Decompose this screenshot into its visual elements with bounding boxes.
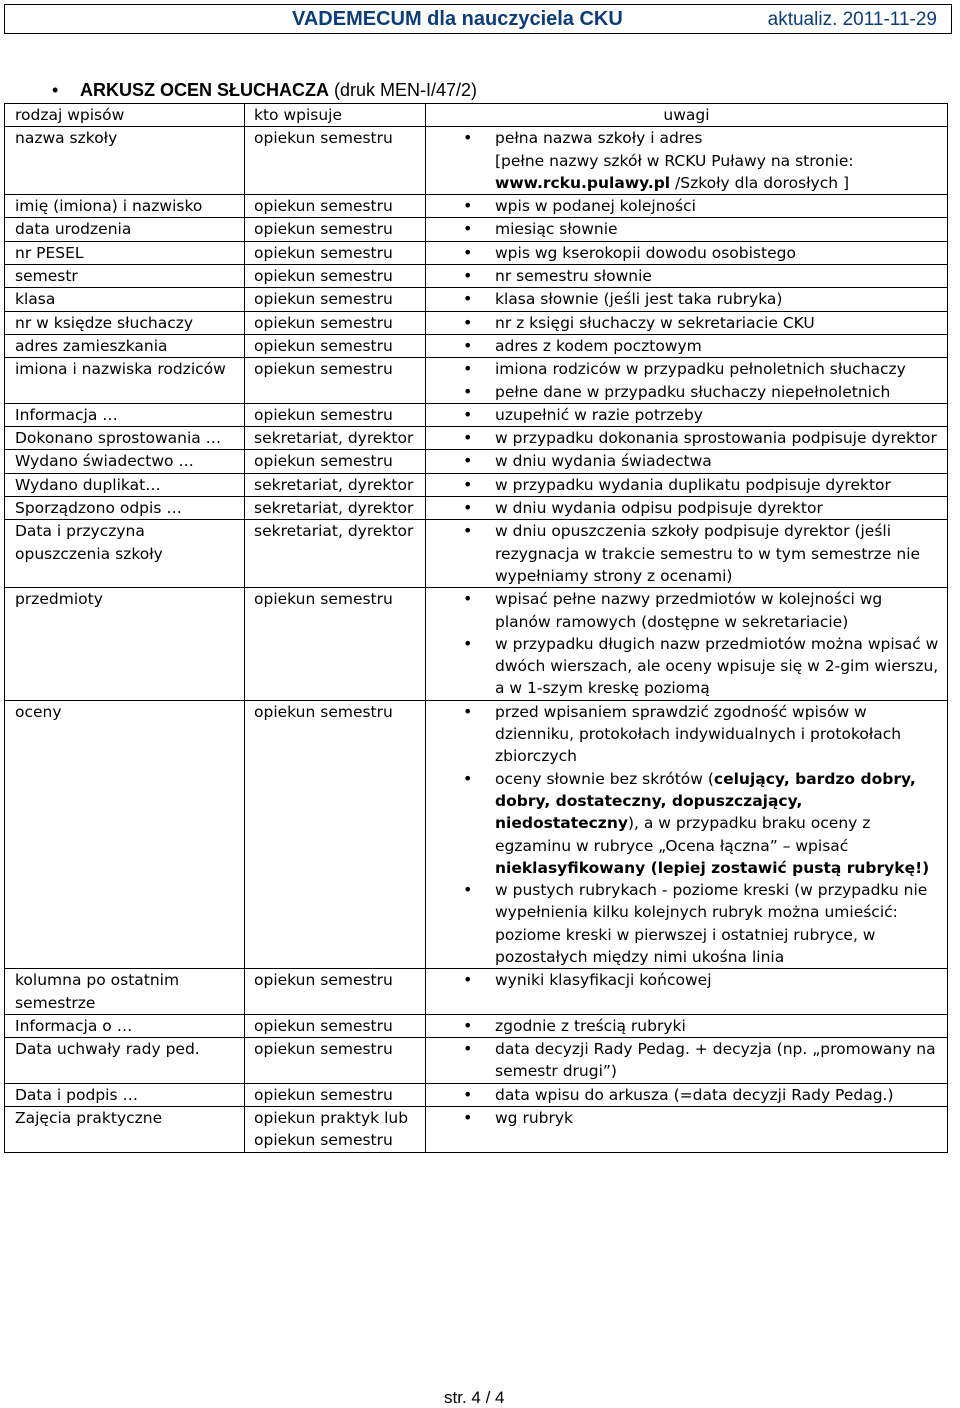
entry-notes xyxy=(426,288,948,311)
entry-notes xyxy=(426,700,948,969)
note-item xyxy=(426,1038,947,1083)
entry-who: opiekun semestru xyxy=(245,288,426,311)
notes-list xyxy=(426,701,947,969)
note-text: adres z kodem pocztowym xyxy=(495,336,702,355)
entry-who: opiekun semestru xyxy=(245,969,426,1015)
entry-field: Data i przyczyna opuszczenia szkoły xyxy=(5,520,245,588)
entry-field: nr PESEL xyxy=(5,241,245,264)
entry-field: Dokonano sprostowania … xyxy=(5,427,245,450)
note-text: wpisać pełne nazwy przedmiotów w kolejności wg planów ramowych (dostępne w sekretariacie) xyxy=(495,590,883,631)
column-header: kto wpisuje xyxy=(245,104,426,127)
note-text: imiona rodziców w przypadku pełnoletnich słuchaczy xyxy=(495,360,906,379)
notes-list xyxy=(426,288,947,310)
entry-notes xyxy=(426,427,948,450)
note-text: miesiąc słownie xyxy=(495,220,618,239)
heading-rest: (druk MEN-I/47/2) xyxy=(329,80,478,100)
note-item xyxy=(426,312,947,334)
entry-who: opiekun semestru xyxy=(245,127,426,195)
entry-who: opiekun semestru xyxy=(245,218,426,241)
note-text: uzupełnić w razie potrzeby xyxy=(495,405,703,424)
entry-who: opiekun semestru xyxy=(245,334,426,357)
notes-list xyxy=(426,404,947,426)
table-row xyxy=(5,1038,948,1084)
entry-field: Wydano świadectwo … xyxy=(5,450,245,473)
notes-list xyxy=(426,520,947,587)
notes-list xyxy=(426,195,947,217)
table-row xyxy=(5,700,948,969)
table-row xyxy=(5,1107,948,1153)
entry-who: opiekun praktyk lub opiekun semestru xyxy=(245,1107,426,1153)
note-text-bold: celujący, bardzo dobry, dobry, dostateczny, dopuszczający, niedostateczny xyxy=(495,769,916,833)
entry-notes xyxy=(426,127,948,195)
table-header-row xyxy=(5,104,948,127)
table-row xyxy=(5,588,948,700)
notes-list xyxy=(426,427,947,449)
heading-text xyxy=(80,80,477,101)
note-text-bold: nieklasyfikowany (lepiej zostawić pustą rubrykę!) xyxy=(495,858,930,877)
heading-bold: ARKUSZ OCEN SŁUCHACZA xyxy=(80,80,329,100)
note-item xyxy=(426,1015,947,1037)
note-item xyxy=(426,633,947,700)
table-row xyxy=(5,520,948,588)
entry-notes xyxy=(426,195,948,218)
entry-who: opiekun semestru xyxy=(245,1014,426,1037)
notes-list xyxy=(426,474,947,496)
note-item xyxy=(426,450,947,472)
note-text: wpis wg kserokopii dowodu osobistego xyxy=(495,243,796,262)
entry-who: sekretariat, dyrektor xyxy=(245,520,426,588)
table-row xyxy=(5,311,948,334)
entry-field: imiona i nazwiska rodziców xyxy=(5,358,245,404)
notes-list xyxy=(426,450,947,472)
entry-notes xyxy=(426,311,948,334)
entry-field: imię (imiona) i nazwisko xyxy=(5,195,245,218)
table-row xyxy=(5,969,948,1015)
note-item xyxy=(426,381,947,403)
entry-field: kolumna po ostatnim semestrze xyxy=(5,969,245,1015)
note-item xyxy=(426,497,947,519)
note-item xyxy=(426,427,947,449)
entry-notes xyxy=(426,1107,948,1153)
table-row xyxy=(5,218,948,241)
entry-field: adres zamieszkania xyxy=(5,334,245,357)
note-text: w przypadku dokonania sprostowania podpisuje dyrektor xyxy=(495,429,937,448)
entry-who: opiekun semestru xyxy=(245,311,426,334)
header-title: VADEMECUM dla nauczyciela CKU xyxy=(292,8,623,30)
entry-who: sekretariat, dyrektor xyxy=(245,497,426,520)
entry-who: opiekun semestru xyxy=(245,1038,426,1084)
note-item xyxy=(426,701,947,768)
entry-who: sekretariat, dyrektor xyxy=(245,473,426,496)
entry-field: Data i podpis … xyxy=(5,1083,245,1106)
entry-notes xyxy=(426,497,948,520)
table-row xyxy=(5,334,948,357)
entry-notes xyxy=(426,1083,948,1106)
note-text: w dniu wydania odpisu podpisuje dyrektor xyxy=(495,499,823,518)
table-row xyxy=(5,497,948,520)
table-row xyxy=(5,265,948,288)
note-text: pełna nazwa szkoły i adres xyxy=(495,129,703,148)
entry-notes xyxy=(426,218,948,241)
entry-field: Wydano duplikat… xyxy=(5,473,245,496)
note-text: [pełne nazwy szkół w RCKU Puławy na stronie: xyxy=(495,151,854,170)
note-item xyxy=(426,1084,947,1106)
note-item xyxy=(426,265,947,287)
note-item xyxy=(426,879,947,968)
note-item xyxy=(426,150,947,195)
entry-who: opiekun semestru xyxy=(245,450,426,473)
note-text: wg rubryk xyxy=(495,1109,573,1128)
note-item xyxy=(426,404,947,426)
table-row xyxy=(5,1014,948,1037)
note-text: nr semestru słownie xyxy=(495,267,652,286)
note-item xyxy=(426,520,947,587)
note-item xyxy=(426,242,947,264)
page-header xyxy=(4,4,952,34)
table-row xyxy=(5,450,948,473)
entry-who: sekretariat, dyrektor xyxy=(245,427,426,450)
notes-list xyxy=(426,312,947,334)
entries-table-body xyxy=(5,104,948,1153)
note-item xyxy=(426,474,947,496)
entry-notes xyxy=(426,450,948,473)
notes-list xyxy=(426,1038,947,1083)
entry-who: opiekun semestru xyxy=(245,588,426,700)
notes-list xyxy=(426,969,947,991)
column-header: uwagi xyxy=(426,104,948,127)
entry-notes xyxy=(426,588,948,700)
note-text: data decyzji Rady Pedag. + decyzja (np. „promowany na semestr drugi”) xyxy=(495,1040,936,1081)
table-row xyxy=(5,288,948,311)
note-item xyxy=(426,127,947,149)
entry-notes xyxy=(426,520,948,588)
entry-notes xyxy=(426,334,948,357)
entry-notes xyxy=(426,1014,948,1037)
note-item xyxy=(426,1107,947,1129)
note-text: data wpisu do arkusza (=data decyzji Rady Pedag.) xyxy=(495,1085,894,1104)
column-header: rodzaj wpisów xyxy=(5,104,245,127)
note-text: ), a w przypadku braku oceny z egzaminu w rubryce „Ocena łączna” – wpisać xyxy=(495,814,871,855)
notes-list xyxy=(426,588,947,699)
note-text: zgodnie z treścią rubryki xyxy=(495,1016,686,1035)
note-text: w przypadku długich nazw przedmiotów można wpisać w dwóch wierszach, ale oceny wpisuje się w 2-gim wierszu, a w 1-szym kreskę poziomą xyxy=(495,634,939,698)
note-item xyxy=(426,969,947,991)
notes-list xyxy=(426,358,947,403)
table-row xyxy=(5,127,948,195)
entry-notes xyxy=(426,473,948,496)
entry-field: Zajęcia praktyczne xyxy=(5,1107,245,1153)
entry-notes xyxy=(426,969,948,1015)
entry-who: opiekun semestru xyxy=(245,241,426,264)
notes-list xyxy=(426,1107,947,1129)
entry-field: oceny xyxy=(5,700,245,969)
table-row xyxy=(5,403,948,426)
note-text: w przypadku wydania duplikatu podpisuje dyrektor xyxy=(495,475,891,494)
entry-who: opiekun semestru xyxy=(245,700,426,969)
entry-notes xyxy=(426,241,948,264)
note-item xyxy=(426,588,947,633)
note-item xyxy=(426,195,947,217)
table-row xyxy=(5,1083,948,1106)
note-text: klasa słownie (jeśli jest taka rubryka) xyxy=(495,290,783,309)
note-text: oceny słownie bez skrótów ( xyxy=(495,769,714,788)
notes-list xyxy=(426,1015,947,1037)
note-text: w pustych rubrykach - poziome kreski (w przypadku nie wypełnienia kilku kolejnych rubryk można umieścić: poziome kreski w pierwszej i ostatniej rubryce, w pozostałych między nimi ukośna linia xyxy=(495,881,928,966)
table-row xyxy=(5,241,948,264)
note-text: przed wpisaniem sprawdzić zgodność wpisów w dzienniku, protokołach indywidualnych i protokołach zbiorczych xyxy=(495,702,902,766)
note-text: /Szkoły dla dorosłych ] xyxy=(670,173,850,192)
entry-field: data urodzenia xyxy=(5,218,245,241)
heading-bullet: • xyxy=(52,80,59,100)
note-item xyxy=(426,335,947,357)
entry-field: Data uchwały rady ped. xyxy=(5,1038,245,1084)
notes-list xyxy=(426,218,947,240)
note-text: nr z księgi słuchaczy w sekretariacie CKU xyxy=(495,313,815,332)
table-row xyxy=(5,195,948,218)
note-text: w dniu wydania świadectwa xyxy=(495,452,712,471)
entry-notes xyxy=(426,358,948,404)
entry-notes xyxy=(426,1038,948,1084)
note-text: wyniki klasyfikacji końcowej xyxy=(495,971,712,990)
entry-field: Sporządzono odpis … xyxy=(5,497,245,520)
entry-who: opiekun semestru xyxy=(245,358,426,404)
notes-list xyxy=(426,497,947,519)
entry-field: Informacja … xyxy=(5,403,245,426)
entry-who: opiekun semestru xyxy=(245,195,426,218)
note-item xyxy=(426,288,947,310)
note-item xyxy=(426,218,947,240)
entry-who: opiekun semestru xyxy=(245,265,426,288)
notes-list xyxy=(426,335,947,357)
notes-list xyxy=(426,265,947,287)
entry-notes xyxy=(426,403,948,426)
entry-who: opiekun semestru xyxy=(245,403,426,426)
entry-field: przedmioty xyxy=(5,588,245,700)
note-text: pełne dane w przypadku słuchaczy niepełnoletnich xyxy=(495,382,891,401)
page-number: str. 4 / 4 xyxy=(444,1388,505,1407)
note-item xyxy=(426,768,947,879)
note-text: wpis w podanej kolejności xyxy=(495,197,696,216)
notes-list xyxy=(426,1084,947,1106)
note-text-bold: www.rcku.pulawy.pl xyxy=(495,173,671,192)
entry-field: nr w księdze słuchaczy xyxy=(5,311,245,334)
entry-field: Informacja o … xyxy=(5,1014,245,1037)
entry-who: opiekun semestru xyxy=(245,1083,426,1106)
table-row xyxy=(5,358,948,404)
note-item xyxy=(426,358,947,380)
header-date: aktualiz. 2011-11-29 xyxy=(767,9,937,30)
entries-table xyxy=(4,103,948,1153)
notes-list xyxy=(426,127,947,194)
table-row xyxy=(5,473,948,496)
entry-field: klasa xyxy=(5,288,245,311)
table-row xyxy=(5,427,948,450)
notes-list xyxy=(426,242,947,264)
note-text: w dniu opuszczenia szkoły podpisuje dyrektor (jeśli rezygnacja w trakcie semestru to w tym semestrze nie wypełniamy strony z ocenami) xyxy=(495,522,921,585)
entry-field: semestr xyxy=(5,265,245,288)
entry-field: nazwa szkoły xyxy=(5,127,245,195)
entry-notes xyxy=(426,265,948,288)
